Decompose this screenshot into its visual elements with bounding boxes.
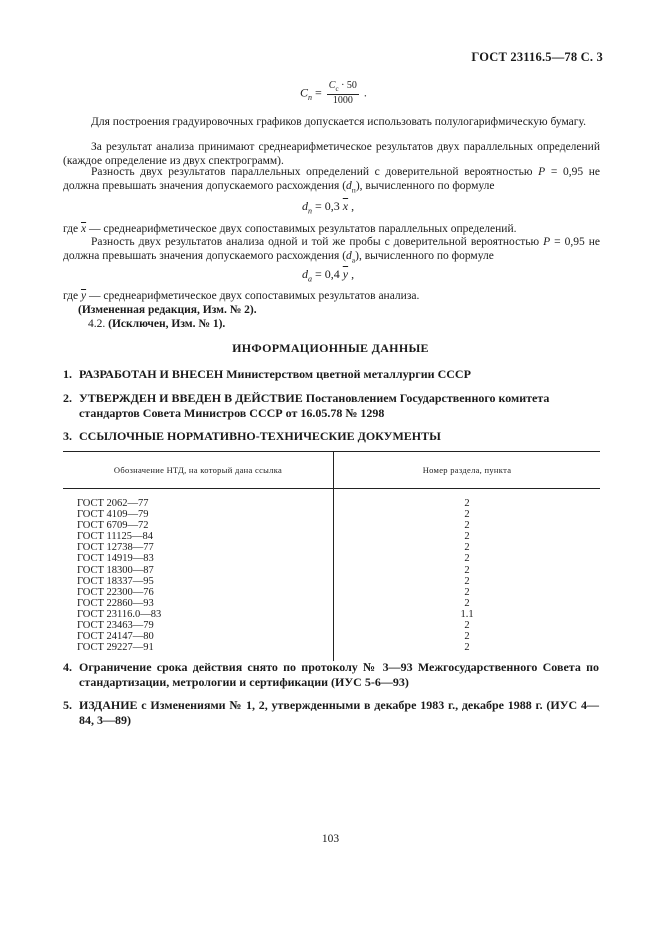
table-cell-section: 2 [464,575,470,587]
table-cell-ntd: ГОСТ 22300—76 [63,587,334,598]
paragraph-analysis-diff: Разность двух результатов анализа одной и той же пробы с доверительной вероятностью P = 0,95 не должна превышать значения допускаемого расхождения $(d_а)$, вычисленного по формуле [63,236,600,265]
formula-cp-tail: . [363,85,367,100]
table-row [63,531,600,542]
table-cell-section: 2 [464,520,470,532]
formula-dp: $d_п = 0,3$ $\overline{x}$ , [302,199,355,216]
table-cell-section: 2 [464,542,470,554]
table-cell-ntd: ГОСТ 6709—72 [63,520,334,531]
formula-cp-denominator: 1000 [332,94,353,106]
table-cell-section: 2 [464,564,470,576]
table-cell-ntd: ГОСТ 12738—77 [63,542,334,553]
info-item-5: 5. ИЗДАНИЕ с Изменениями № 1, 2, утвержденными в декабре 1983 г., декабре 1988 г. (ИУС 4—84, 3—89) [63,698,599,727]
formula-cp: $C_п$ = $\frac{C_с \cdot 50}{1000}$ . [300,80,367,106]
table-cell-section: 2 [464,509,470,521]
table-row [63,631,600,642]
references-table [63,451,600,661]
table-row [63,620,600,631]
paragraph-parallel-diff: Разность двух результатов параллельных определений с доверительной вероятностью P = 0,95 не должна превышать значения допускаемого расхождения $(d_п)$, вычисленного по формуле [63,166,600,195]
formula-cp-numerator-sub: с [335,85,339,93]
info-item-1: 1. РАЗРАБОТАН И ВНЕСЕН Министерством цветной металлургии СССР [63,367,471,381]
paragraph-where-x: где $\overline{x}$ — среднеарифметическое двух сопоставимых результатов параллельных определений. [63,223,517,235]
table-row [63,553,600,564]
table-cell-ntd: ГОСТ 2062—77 [63,489,334,510]
table-row [63,642,600,661]
table-cell-section: 1.1 [460,608,474,620]
formula-cp-numerator-rest: · 50 [338,80,357,91]
table-cell-ntd: ГОСТ 18337—95 [63,576,334,587]
info-item-2: 2. УТВЕРЖДЕН И ВВЕДЕН В ДЕЙСТВИЕ Постановлением Государственного комитета стандартов Совета Министров СССР от 16.05.78 № 1298 [63,391,550,420]
table-row [63,520,600,531]
table-cell-section: 2 [464,642,470,654]
table-cell-section: 2 [464,586,470,598]
table-cell-ntd: ГОСТ 23463—79 [63,620,334,631]
table-cell-section: 2 [464,631,470,643]
table-cell-section: 2 [464,620,470,632]
formula-cp-lhs: C [300,85,309,100]
table-row [63,576,600,587]
references-table-wrap [63,451,600,661]
table-row [63,598,600,609]
formula-cp-fraction [327,80,359,107]
table-cell-section: 2 [464,597,470,609]
formula-cp-numerator: C [328,80,336,91]
table-cell-ntd: ГОСТ 29227—91 [63,642,334,661]
table-cell-ntd: ГОСТ 11125—84 [63,531,334,542]
table-cell-ntd: ГОСТ 4109—79 [63,509,334,520]
amendment-note: (Измененная редакция, Изм. № 2). [78,304,257,316]
table-row [63,542,600,553]
clause-4-2: 4.2. (Исключен, Изм. № 1). [88,318,226,330]
table-row [63,587,600,598]
table-cell-ntd: ГОСТ 24147—80 [63,631,334,642]
paragraph-graphs: Для построения градуировочных графиков допускается использовать полулогарифмическую бумагу. [91,116,586,128]
table-cell-ntd: ГОСТ 14919—83 [63,553,334,564]
paragraph-where-y: где $\overline{y}$ — среднеарифметическое двух сопоставимых результатов анализа. [63,290,420,302]
table-header-row [63,452,600,489]
info-item-3: 3. ССЫЛОЧНЫЕ НОРМАТИВНО-ТЕХНИЧЕСКИЕ ДОКУМЕНТЫ [63,429,441,443]
table-row [63,565,600,576]
paragraph-result: За результат анализа принимают среднеарифметическое результатов двух параллельных определений (каждое определение из двух спектрограмм). [63,141,600,168]
table-row [63,609,600,620]
table-row [63,489,600,510]
table-body [63,489,600,662]
table-cell-section: 2 [464,553,470,565]
table-cell-ntd: ГОСТ 23116.0—83 [63,609,334,620]
table-cell-section: 2 [464,531,470,543]
table-header-ntd: Обозначение НТД, на который дана ссылка [63,452,334,489]
section-title: ИНФОРМАЦИОННЫЕ ДАННЫЕ [232,341,429,355]
table-cell-ntd: ГОСТ 18300—87 [63,565,334,576]
formula-da: $d_а = 0,4$ $\overline{y}$ , [302,267,355,284]
table-cell-section: 2 [464,498,470,509]
page-number: 103 [321,833,340,845]
table-row [63,509,600,520]
formula-cp-lhs-sub: п [308,92,313,102]
running-header: ГОСТ 23116.5—78 С. 3 [471,50,603,64]
table-header-section: Номер раздела, пункта [334,452,601,489]
table-cell-ntd: ГОСТ 22860—93 [63,598,334,609]
info-item-4: 4. Ограничение срока действия снято по протоколу № 3—93 Межгосударственного Совета по стандартизации, метрологии и сертификации (ИУС 5-6—93) [63,660,599,689]
